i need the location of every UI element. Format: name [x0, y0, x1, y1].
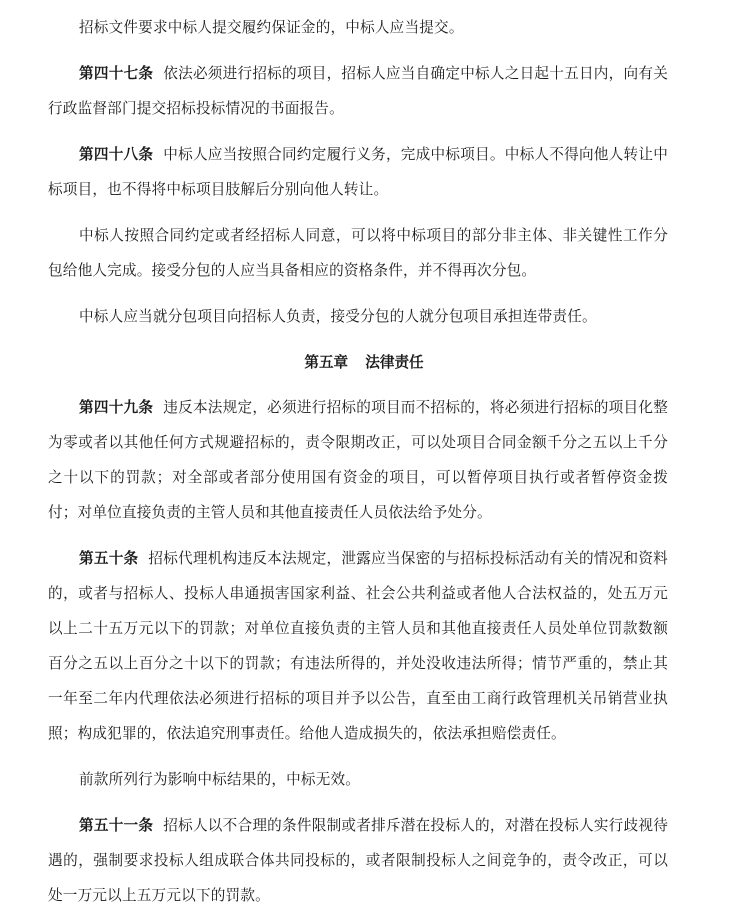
article-number: 第四十八条	[79, 146, 154, 163]
paragraph-text: 招标代理机构违反本法规定，泄露应当保密的与招标投标活动有关的情况和资料的，或者与招标人、投标人串通损害国家利益、社会公共利益或者他人合法权益的，处五万元以上二十五万元以下的罚款；对单位直接负责的主管人员和其他直接责任人员处单位罚款数额百分之五以上百分之十以下的罚款；有违法所得的，并处没收违法所得；情节严重的，禁止其一年至二年内代理依法必须进行招标的项目并予以公告，直至由工商行政管理机关吊销营业执照；构成犯罪的，依法追究刑事责任。给他人造成损失的，依法承担赔偿责任。	[48, 550, 668, 742]
paragraph-text: 招标人以不合理的条件限制或者排斥潜在投标人的，对潜在投标人实行歧视待遇的，强制要求投标人组成联合体共同投标的，或者限制投标人之间竞争的，责令改正，可以处一万元以上五万元以下的罚款。	[48, 817, 668, 904]
article-number: 第五十一条	[79, 817, 154, 834]
article-paragraph	[48, 390, 668, 530]
paragraph	[48, 218, 668, 288]
paragraph-text: 中标人按照合同约定或者经招标人同意，可以将中标项目的部分非主体、非关键性工作分包给他人完成。接受分包的人应当具备相应的资格条件，并不得再次分包。	[48, 227, 668, 279]
paragraph-text: 中标人应当就分包项目向招标人负责，接受分包的人就分包项目承担连带责任。	[79, 308, 597, 325]
chapter-heading	[48, 345, 668, 380]
article-paragraph	[48, 541, 668, 751]
paragraph-text: 违反本法规定，必须进行招标的项目而不招标的，将必须进行招标的项目化整为零或者以其他任何方式规避招标的，责令限期改正，可以处项目合同金额千分之五以上千分之十以下的罚款；对全部或者部分使用国有资金的项目，可以暂停项目执行或者暂停资金拨付；对单位直接负责的主管人员和其他直接责任人员依法给予处分。	[48, 399, 668, 521]
paragraph	[48, 762, 668, 797]
paragraph-text: 依法必须进行招标的项目，招标人应当自确定中标人之日起十五日内，向有关行政监督部门提交招标投标情况的书面报告。	[48, 65, 668, 117]
article-number: 第四十九条	[79, 399, 154, 416]
chapter-number: 第五章	[304, 354, 349, 371]
paragraph-text: 前款所列行为影响中标结果的，中标无效。	[79, 771, 361, 788]
article-number: 第五十条	[79, 550, 139, 567]
article-paragraph	[48, 137, 668, 207]
paragraph-text: 招标文件要求中标人提交履约保证金的，中标人应当提交。	[79, 19, 464, 36]
paragraph	[48, 10, 668, 45]
document-body	[48, 10, 668, 924]
paragraph-text: 中标人应当按照合同约定履行义务，完成中标项目。中标人不得向他人转让中标项目，也不得将中标项目肢解后分别向他人转让。	[48, 146, 668, 198]
chapter-title: 法律责任	[365, 354, 424, 371]
article-paragraph	[48, 808, 668, 913]
paragraph	[48, 299, 668, 334]
article-number: 第四十七条	[79, 65, 154, 82]
article-paragraph	[48, 56, 668, 126]
